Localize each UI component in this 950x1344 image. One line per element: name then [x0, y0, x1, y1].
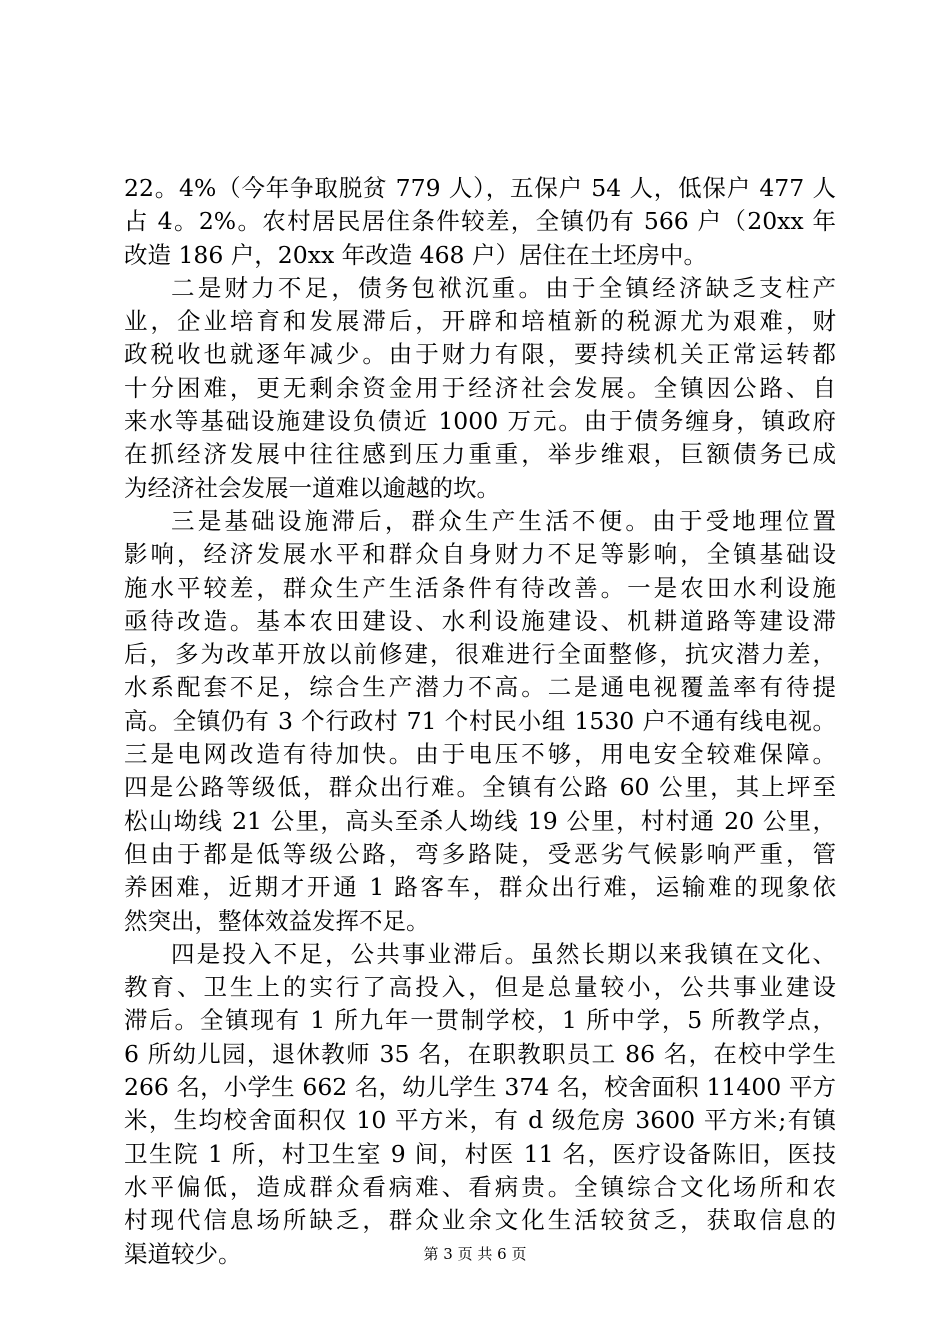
text-line: 6 所幼儿园，退休教师 35 名，在职教职员工 86 名，在校中学生	[124, 1039, 836, 1068]
text-line: 十分困难，更无剩余资金用于经济社会发展。全镇因公路、自	[124, 373, 836, 402]
text-line: 占 4。2%。农村居民居住条件较差，全镇仍有 566 户（20xx 年	[124, 207, 836, 236]
text-line: 改造 186 户，20xx 年改造 468 户）居住在土坯房中。	[124, 240, 707, 269]
text-line: 政税收也就逐年减少。由于财力有限，要持续机关正常运转都	[124, 340, 836, 369]
text-line: 但由于都是低等级公路，弯多路陡，受恶劣气候影响严重，管	[124, 839, 836, 868]
text-line: 业，企业培育和发展滞后，开辟和培植新的税源尤为艰难，财	[124, 307, 836, 336]
text-line: 村现代信息场所缺乏，群众业余文化生活较贫乏，获取信息的	[124, 1206, 836, 1235]
text-line: 影响，经济发展水平和群众自身财力不足等影响，全镇基础设	[124, 540, 836, 569]
text-line: 高。全镇仍有 3 个行政村 71 个村民小组 1530 户不通有线电视。	[124, 706, 836, 735]
text-line: 教育、卫生上的实行了高投入，但是总量较小，公共事业建设	[124, 973, 836, 1002]
text-line: 水平偏低，造成群众看病难、看病贵。全镇综合文化场所和农	[124, 1172, 836, 1201]
text-line: 三是电网改造有待加快。由于电压不够，用电安全较难保障。	[124, 740, 836, 769]
text-line: 后，多为改革开放以前修建，很难进行全面整修，抗灾潜力差，	[124, 640, 836, 669]
text-line: 来水等基础设施建设负债近 1000 万元。由于债务缠身，镇政府	[124, 407, 836, 436]
text-line: 266 名，小学生 662 名，幼儿学生 374 名，校舍面积 11400 平方	[124, 1073, 836, 1102]
text-line: 渠道较少。	[124, 1239, 242, 1268]
text-line: 米，生均校舍面积仅 10 平方米，有 d 级危房 3600 平方米;有镇	[124, 1106, 836, 1135]
page-number-footer: 第 3 页 共 6 页	[423, 1245, 527, 1263]
paragraph	[124, 938, 836, 1271]
text-line: 22。4%（今年争取脱贫 779 人），五保户 54 人，低保户 477 人	[124, 174, 836, 202]
paragraph	[124, 505, 836, 938]
text-line: 养困难，近期才开通 1 路客车，群众出行难，运输难的现象依	[124, 873, 836, 902]
text-line: 亟待改造。基本农田建设、水利设施建设、机耕道路等建设滞	[124, 606, 836, 635]
text-line: 然突出，整体效益发挥不足。	[124, 906, 430, 935]
text-line: 二是财力不足，债务包袱沉重。由于全镇经济缺乏支柱产	[171, 273, 836, 302]
text-line: 四是公路等级低，群众出行难。全镇有公路 60 公里，其上坪至	[124, 773, 836, 802]
text-line: 为经济社会发展一道难以逾越的坎。	[124, 473, 500, 502]
text-line: 在抓经济发展中往往感到压力重重，举步维艰，巨额债务已成	[124, 440, 836, 469]
text-line: 四是投入不足，公共事业滞后。虽然长期以来我镇在文化、	[171, 939, 836, 968]
text-line: 卫生院 1 所，村卫生室 9 间，村医 11 名，医疗设备陈旧，医技	[124, 1139, 836, 1168]
document-body	[124, 172, 836, 1271]
paragraph	[124, 272, 836, 505]
text-line: 水系配套不足，综合生产潜力不高。二是通电视覆盖率有待提	[124, 673, 836, 702]
text-line: 施水平较差，群众生产生活条件有待改善。一是农田水利设施	[124, 573, 836, 602]
text-line: 松山坳线 21 公里，高头至杀人坳线 19 公里，村村通 20 公里，	[124, 806, 836, 835]
text-line: 滞后。全镇现有 1 所九年一贯制学校，1 所中学，5 所教学点，	[124, 1006, 836, 1035]
paragraph	[124, 172, 836, 272]
text-line: 三是基础设施滞后，群众生产生活不便。由于受地理位置	[171, 506, 836, 535]
